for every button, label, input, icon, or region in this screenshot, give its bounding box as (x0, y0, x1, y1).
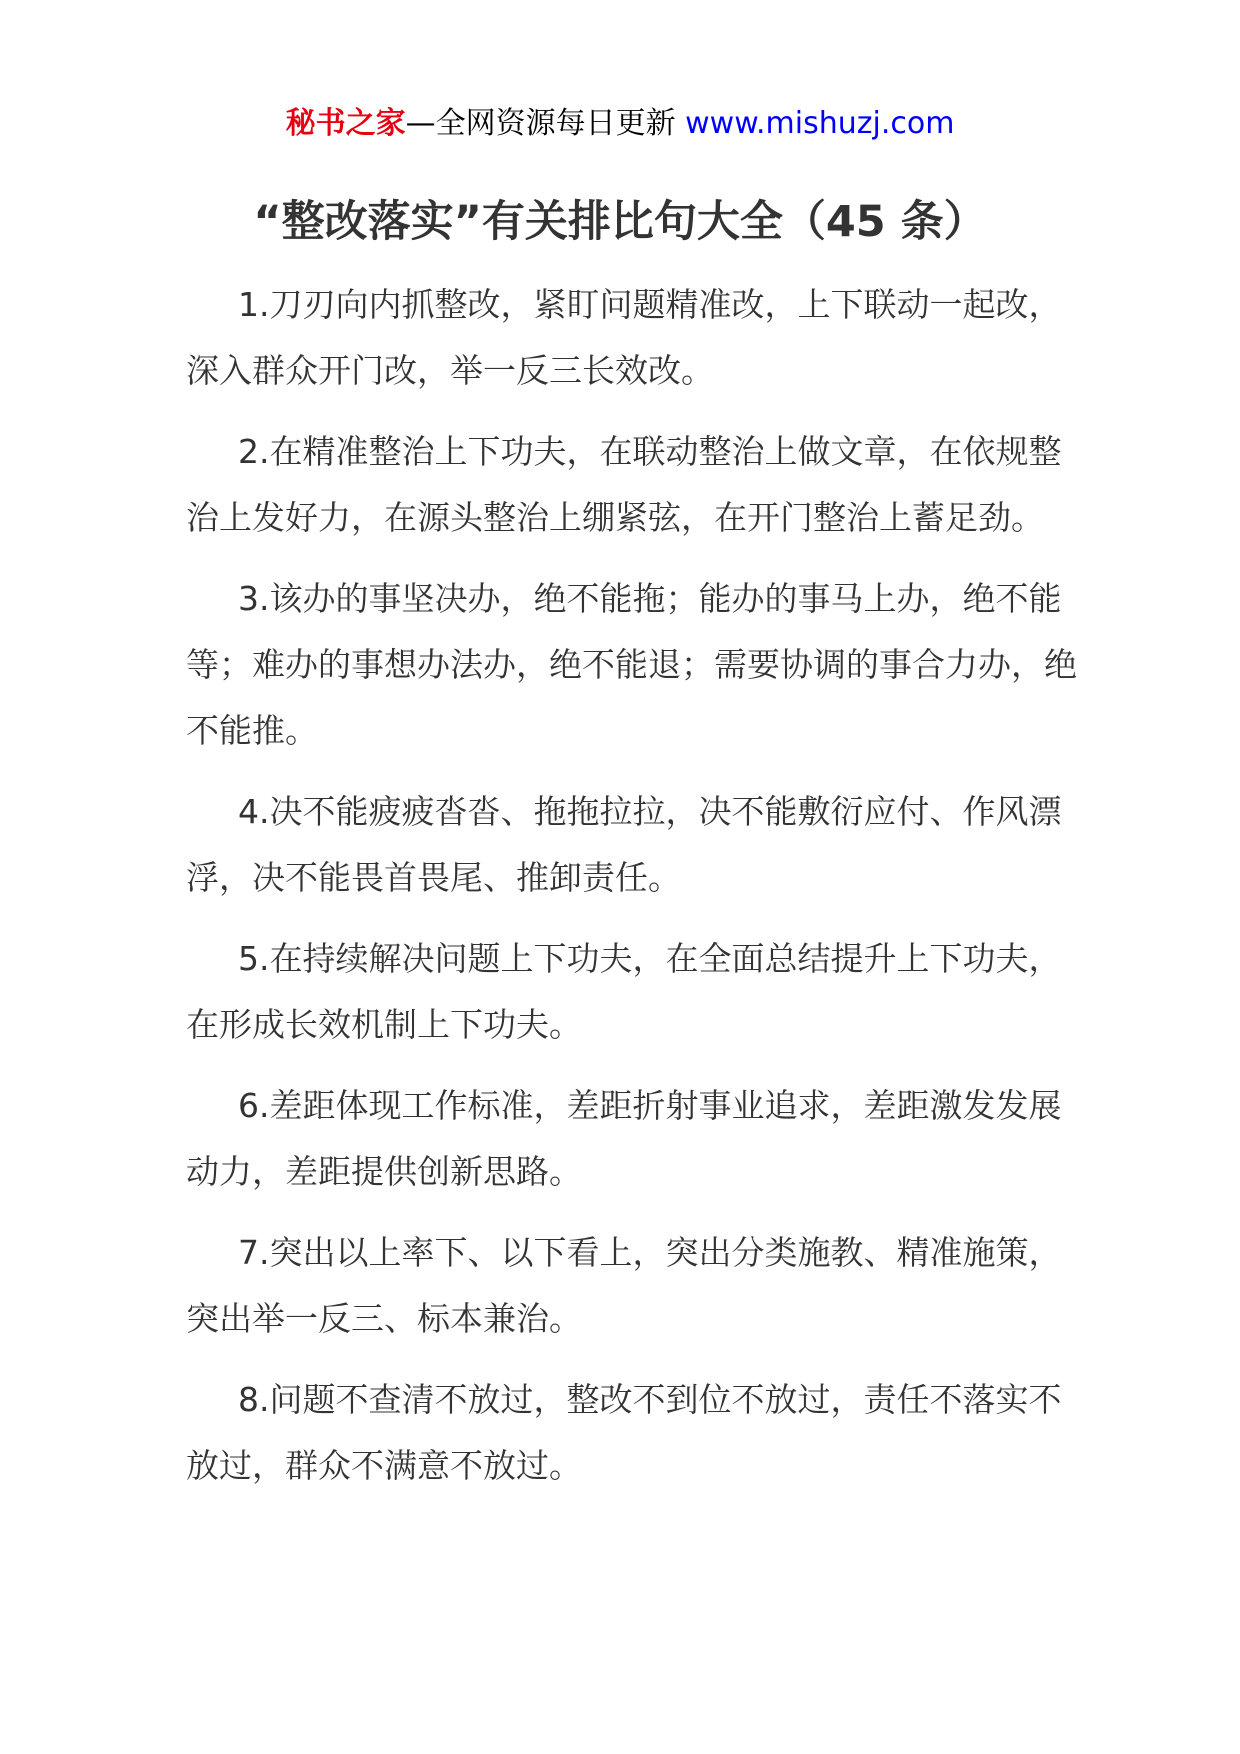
paragraph-3: 3.该办的事坚决办，绝不能拖；能办的事马上办，绝不能等；难办的事想办法办，绝不能退；需要协调的事合力办，绝不能推。 (186, 579, 1077, 750)
paragraph-8: 8.问题不查清不放过，整改不到位不放过，责任不落实不放过，群众不满意不放过。 (186, 1380, 1062, 1485)
site-brand: 秘书之家 (285, 106, 406, 141)
document-body (186, 272, 1088, 1514)
document-title: “整改落实”有关排比句大全（45 条） (253, 197, 987, 247)
paragraph-1: 1.刀刃向内抓整改，紧盯问题精准改，上下联动一起改，深入群众开门改，举一反三长效改。 (186, 285, 1062, 390)
paragraph-7: 7.突出以上率下、以下看上，突出分类施教、精准施策，突出举一反三、标本兼治。 (186, 1233, 1062, 1338)
paragraph-4: 4.决不能疲疲沓沓、拖拖拉拉，决不能敷衍应付、作风漂浮，决不能畏首畏尾、推卸责任。 (186, 792, 1062, 897)
paragraph-6: 6.差距体现工作标准，差距折射事业追求，差距激发发展动力，差距提供创新思路。 (186, 1086, 1062, 1191)
paragraph-5: 5.在持续解决问题上下功夫，在全面总结提升上下功夫，在形成长效机制上下功夫。 (186, 939, 1062, 1044)
site-slogan: —全网资源每日更新 (405, 106, 676, 141)
paragraph-2: 2.在精准整治上下功夫，在联动整治上做文章，在依规整治上发好力，在源头整治上绷紧弦，在开门整治上蓄足劲。 (186, 432, 1062, 537)
site-header (0, 104, 1240, 144)
site-url-link[interactable]: www.mishuzj.com (685, 106, 955, 141)
